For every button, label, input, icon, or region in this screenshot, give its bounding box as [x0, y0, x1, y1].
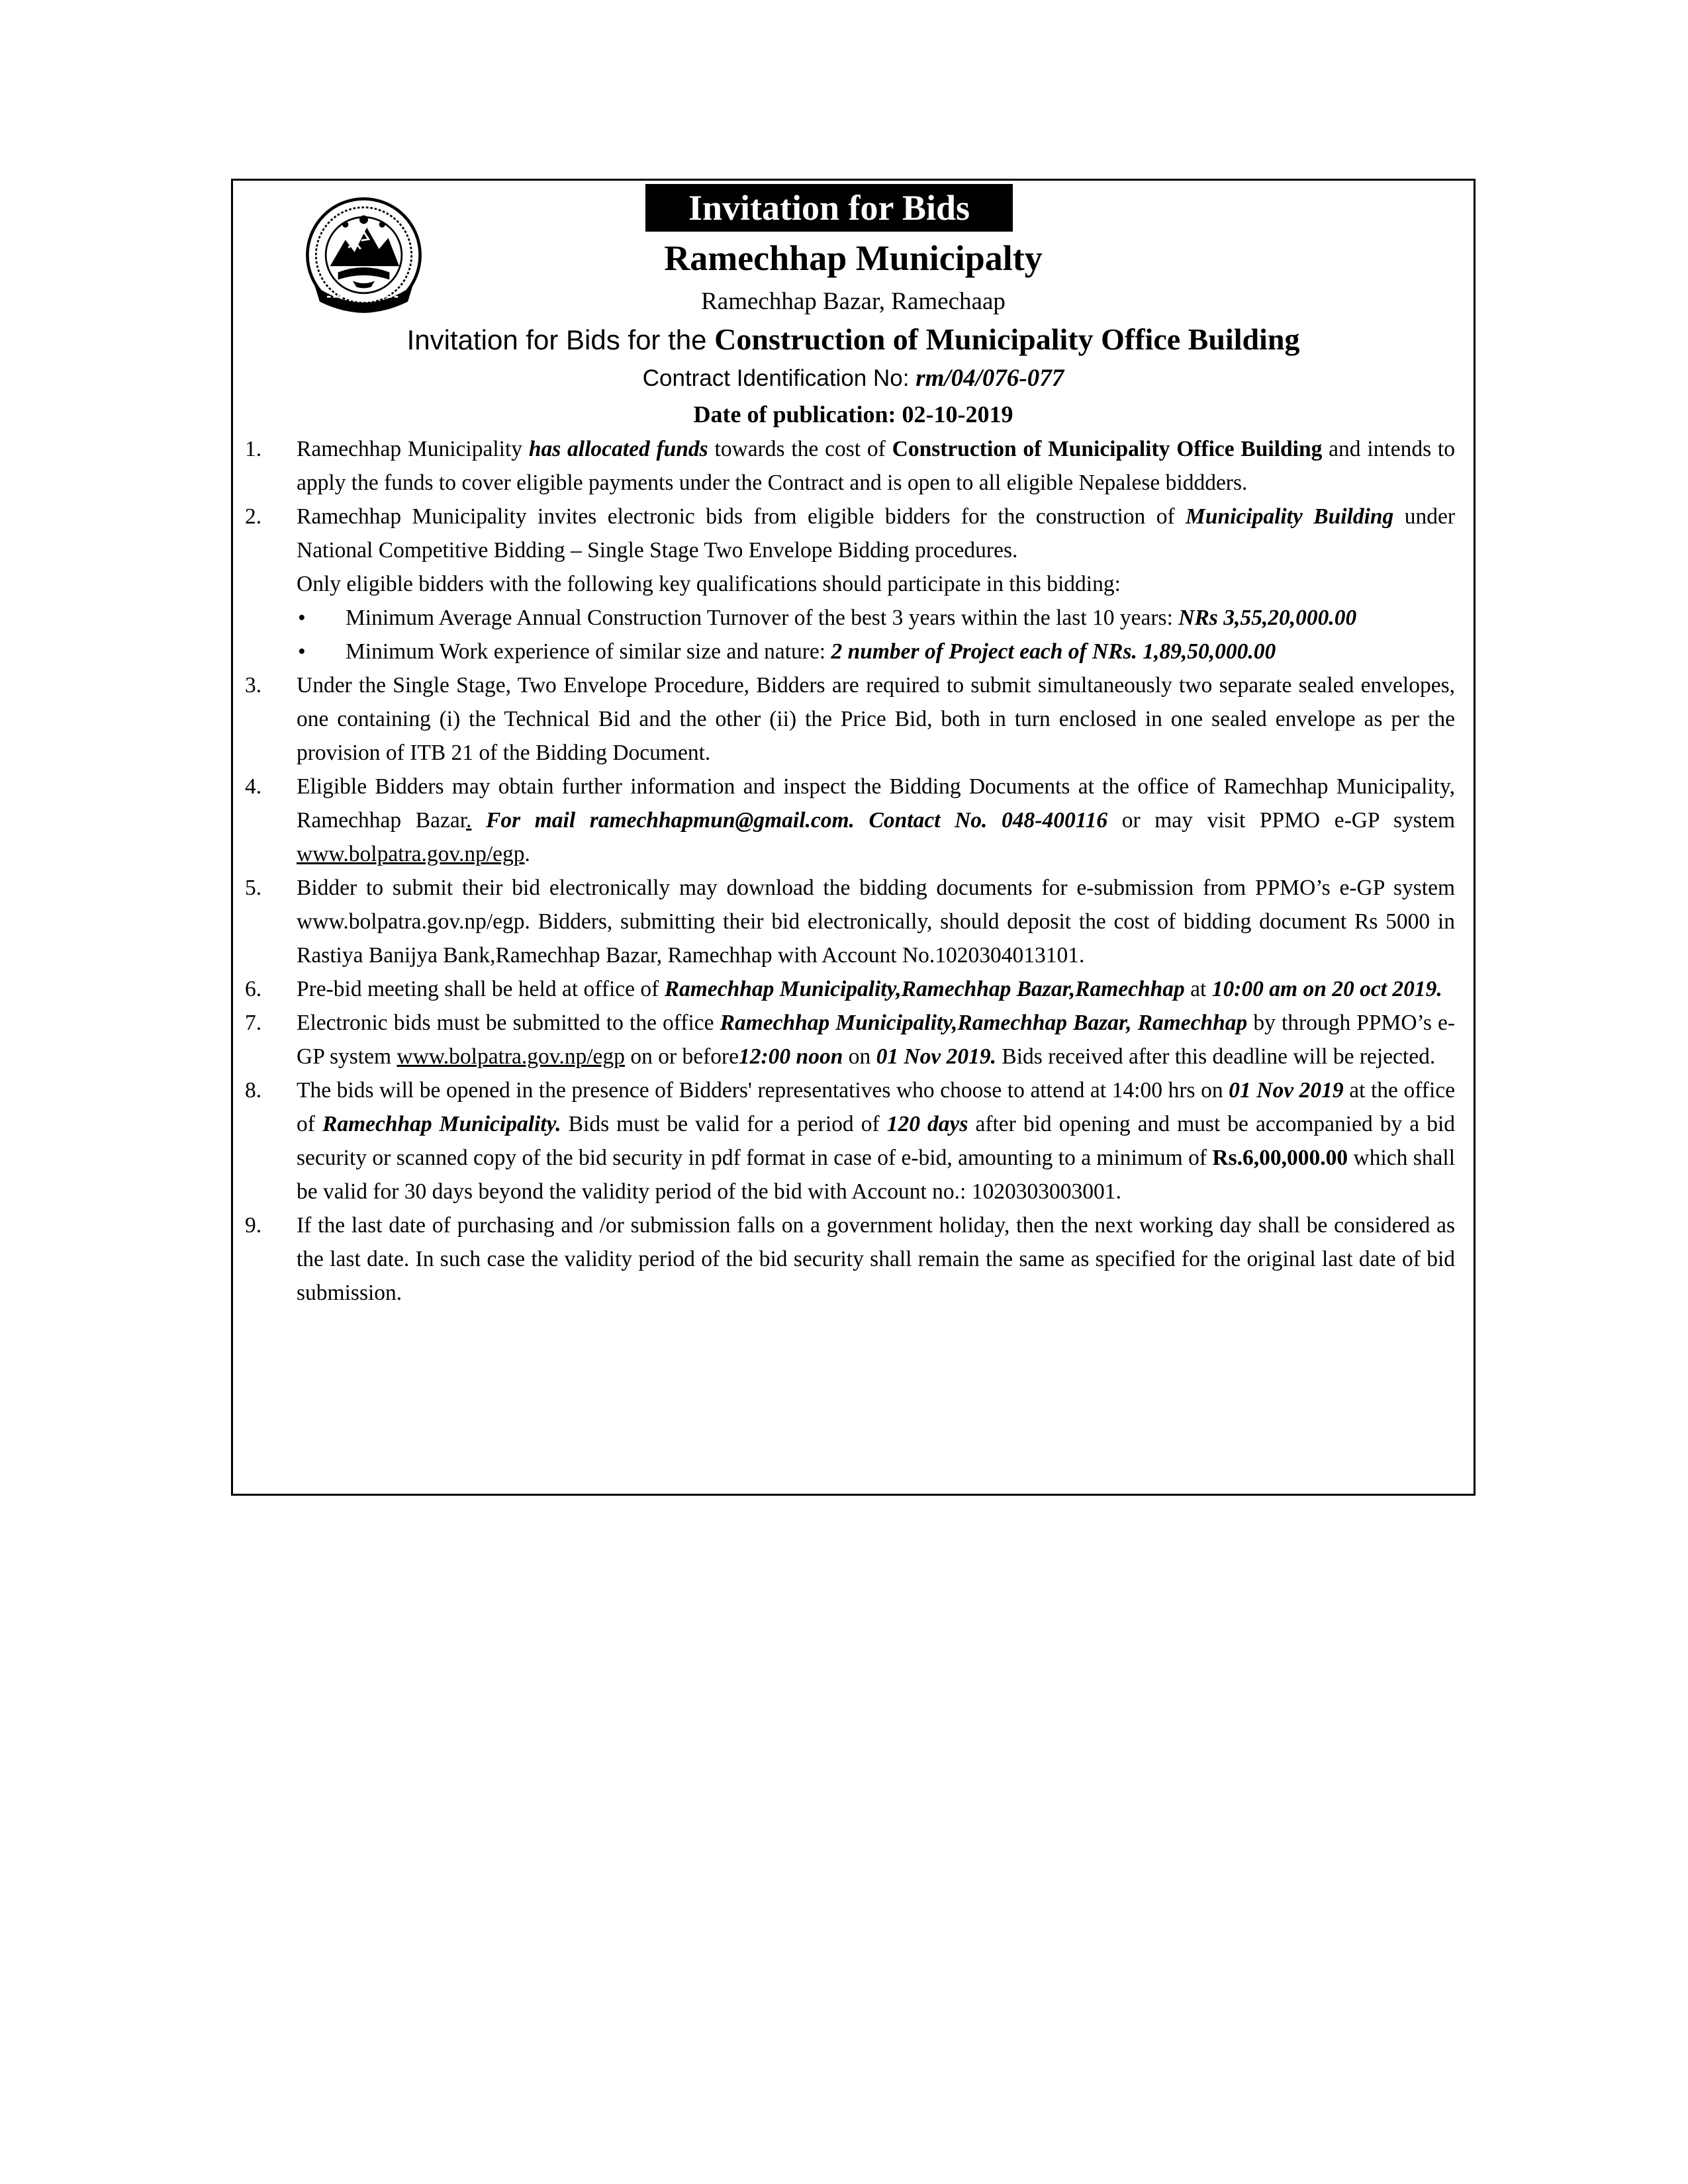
bullet-icon: •	[298, 639, 306, 664]
egp-link[interactable]: www.bolpatra.gov.np/egp	[297, 842, 525, 866]
bullet-text: NRs 3,55,20,000.00	[1178, 606, 1357, 630]
item-text: Municipality Building	[1186, 504, 1394, 529]
item-text: after bid opening and must be accompanied by a bid security or scanned copy of the bid security in pdf format in case of e-bid, amounting to a minimum of	[297, 1112, 1456, 1170]
item-number: 4.	[245, 774, 262, 799]
item-text: For mail ramechhapmun@gmail.com. Contact No. 048-400116	[471, 808, 1108, 833]
item-text: on	[843, 1044, 876, 1069]
list-item	[233, 500, 1474, 601]
item-text: Construction of Municipality Office Building	[892, 437, 1323, 461]
item-text: at the office of	[297, 1078, 1455, 1136]
item-text: at	[1184, 977, 1212, 1001]
item-text: The bids will be opened in the presence of Bidders' representatives who choose to attend at 14:00 hrs on	[297, 1078, 1229, 1103]
item-text: Bids received after this deadline will be rejected.	[996, 1044, 1436, 1069]
bullet-icon: •	[298, 606, 306, 630]
item-text: 12:00 noon	[739, 1044, 843, 1069]
item-number: 7.	[245, 1011, 262, 1035]
item-text: 01 Nov 2019	[1229, 1078, 1344, 1103]
list-item	[233, 432, 1474, 500]
item-text: Rs.6,00,000.00	[1212, 1146, 1348, 1170]
item-text: or may visit PPMO e-GP system	[1107, 808, 1455, 833]
publication-date: Date of publication: 02-10-2019	[693, 401, 1013, 428]
item-text: Under the Single Stage, Two Envelope Procedure, Bidders are required to submit simultaneously two separate sealed envelopes, one containing (i) the Technical Bid and the other (ii) the Price Bid, both in turn enclosed in one sealed envelope as per the provision of ITB 21 of the Bidding Document.	[297, 673, 1455, 765]
item-text: which shall be valid for 30 days beyond the validity period of the bid with Account no.: 1020303003001.	[297, 1146, 1456, 1204]
subject-prefix: Invitation for Bids for the	[406, 324, 715, 355]
item-text: .	[466, 808, 472, 833]
notice-banner: Invitation for Bids	[645, 184, 1013, 232]
item-text: Bidder to submit their bid electronically may download the bidding documents for e-submission from PPMO’s e-GP system www.bolpatra.gov.np/egp. Bidders, submitting their bid electronically, should deposit the cost of bidding document Rs 5000 in Rastiya Banijya Bank,Ramechhap Bazar, Ramechhap with Account No.1020304013101.	[297, 876, 1455, 968]
item-text: 01 Nov 2019.	[876, 1044, 997, 1069]
list-item	[233, 770, 1474, 871]
item-text: Ramechhap Municipality,Ramechhap Bazar,Ramechhap	[664, 977, 1185, 1001]
item-text: by through PPMO’s e-GP system	[297, 1011, 1455, 1069]
item-text: Eligible Bidders may obtain further information and inspect the Bidding Documents at the office of Ramechhap Municipality, Ramechhap Bazar	[297, 774, 1455, 833]
list-item	[233, 668, 1474, 770]
item-text: towards the cost of	[708, 437, 892, 461]
item-text: Ramechhap Municipality,Ramechhap Bazar, Ramechhap	[720, 1011, 1248, 1035]
item-text: 10:00 am on 20 oct 2019.	[1211, 977, 1442, 1001]
contract-number: rm/04/076-077	[915, 365, 1064, 392]
list-item	[233, 871, 1474, 972]
municipality-address: Ramechhap Bazar, Ramechaap	[701, 288, 1006, 315]
item-number: 6.	[245, 977, 262, 1001]
item-number: 3.	[245, 673, 262, 698]
list-item	[233, 1208, 1474, 1310]
item-number: 2.	[245, 504, 262, 529]
list-item	[233, 972, 1474, 1006]
item-text: If the last date of purchasing and /or submission falls on a government holiday, then the next working day shall be considered as the last date. In such case the validity period of the bid security shall remain the same as specified for the original last date of bid submission.	[297, 1213, 1455, 1305]
qualification-bullet	[233, 601, 1474, 635]
item-text: Ramechhap Municipality.	[322, 1112, 561, 1136]
item-text: Pre-bid meeting shall be held at office of	[297, 977, 665, 1001]
notice-subject	[233, 320, 1474, 360]
subject-project: Construction of Municipality Office Building	[714, 322, 1300, 356]
municipality-name: Ramechhap Municipalty	[664, 238, 1043, 278]
qualification-bullet	[233, 635, 1474, 668]
item-text: under National Competitive Bidding – Single Stage Two Envelope Bidding procedures.	[297, 504, 1455, 563]
bid-notice	[231, 179, 1476, 1496]
contract-label: Contract Identification No:	[642, 365, 916, 391]
item-text: Ramechhap Municipality	[297, 437, 529, 461]
bullet-text: Minimum Average Annual Construction Turnover of the best 3 years within the last 10 years:	[346, 606, 1179, 630]
item-text: .	[524, 842, 530, 866]
notice-items	[233, 432, 1474, 1310]
item-text: on or before	[624, 1044, 739, 1069]
item-text: has allocated funds	[528, 437, 708, 461]
item-number: 5.	[245, 876, 262, 900]
item-text: and intends to apply the funds to cover eligible payments under the Contract and is open to all eligible Nepalese biddders.	[297, 437, 1455, 495]
item-number: 8.	[245, 1078, 262, 1103]
item-number: 9.	[245, 1213, 262, 1238]
item-text: Only eligible bidders with the following key qualifications should participate in this bidding:	[297, 572, 1121, 596]
list-item	[233, 1073, 1474, 1208]
egp-link[interactable]: www.bolpatra.gov.np/egp	[397, 1044, 625, 1069]
item-text: 120 days	[886, 1112, 968, 1136]
item-text: Ramechhap Municipality invites electronic bids from eligible bidders for the construction of	[297, 504, 1186, 529]
bullet-text: Minimum Work experience of similar size and nature:	[346, 639, 831, 664]
item-text: Bids must be valid for a period of	[561, 1112, 887, 1136]
item-number: 1.	[245, 437, 262, 461]
item-text: Electronic bids must be submitted to the office	[297, 1011, 720, 1035]
bullet-text: 2 number of Project each of NRs. 1,89,50,000.00	[831, 639, 1276, 664]
contract-identification	[233, 361, 1474, 396]
list-item	[233, 1006, 1474, 1073]
